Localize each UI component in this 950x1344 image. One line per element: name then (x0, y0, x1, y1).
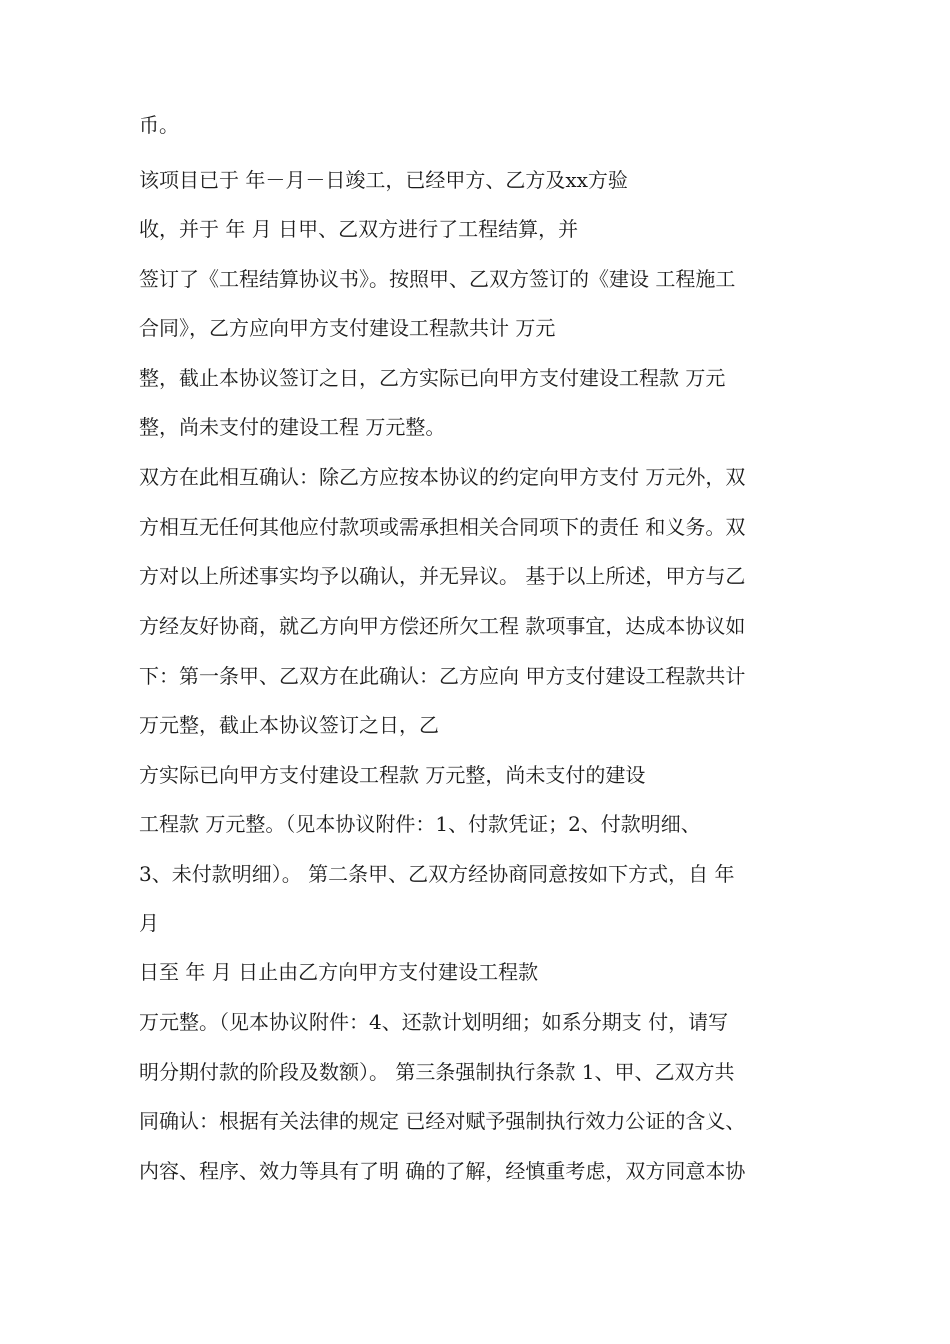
text-line: 下：第一条甲、乙双方在此确认：乙方应向 甲方支付建设工程款共计 (139, 664, 746, 688)
text-line: 内容、程序、效力等具有了明 确的了解，经慎重考虑，双方同意本协 (139, 1159, 746, 1183)
text-line: 双方在此相互确认：除乙方应按本协议的约定向甲方支付 万元外，双 (139, 465, 746, 489)
text-line: 整，截止本协议签订之日，乙方实际已向甲方支付建设工程款 万元 (139, 366, 726, 390)
text-line: 工程款 万元整。（见本协议附件：1、付款凭证；2、付款明细、 (139, 812, 701, 836)
text-line: 签订了《工程结算协议书》。按照甲、乙双方签订的《建设 工程施工 (139, 267, 736, 291)
text-line: 日至 年 月 日止由乙方向甲方支付建设工程款 (139, 960, 539, 984)
text-line: 同确认：根据有关法律的规定 已经对赋予强制执行效力公证的含义、 (139, 1109, 746, 1133)
text-line: 方对以上所述事实均予以确认，并无异议。 基于以上所述，甲方与乙 (139, 564, 746, 588)
text-line: 合同》，乙方应向甲方支付建设工程款共计 万元 (139, 316, 556, 340)
text-line: 万元整，截止本协议签订之日，乙 (139, 713, 439, 737)
text-line: 收，并于 年 月 日甲、乙双方进行了工程结算，并 (139, 217, 579, 241)
text-line: 3、未付款明细）。 第二条甲、乙双方经协商同意按如下方式，自 年 (139, 862, 735, 886)
text-line: 该项目已于 年－月－日竣工，已经甲方、乙方及xx方验 (139, 168, 628, 192)
text-line: 整，尚未支付的建设工程 万元整。 (139, 415, 446, 439)
text-line: 方经友好协商，就乙方向甲方偿还所欠工程 款项事宜，达成本协议如 (139, 614, 746, 638)
text-line: 方实际已向甲方支付建设工程款 万元整，尚未支付的建设 (139, 763, 646, 787)
text-line: 明分期付款的阶段及数额）。 第三条强制执行条款 1、甲、乙双方共 (139, 1060, 735, 1084)
text-line: 方相互无任何其他应付款项或需承担相关合同项下的责任 和义务。双 (139, 515, 746, 539)
text-line: 月 (139, 911, 159, 935)
text-line: 万元整。（见本协议附件：4、还款计划明细；如系分期支 付，请写 (139, 1010, 729, 1034)
text-line: 币。 (139, 113, 179, 137)
